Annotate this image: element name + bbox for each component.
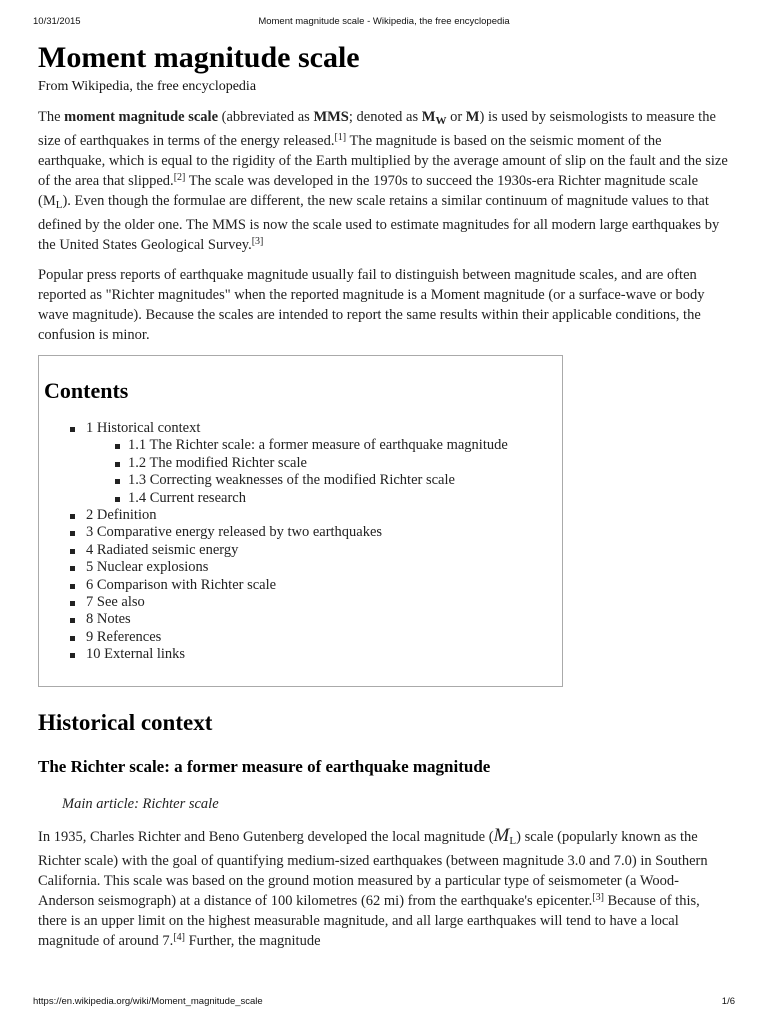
toc-item[interactable]: 1 Historical context — [44, 420, 562, 437]
history-paragraph: In 1935, Charles Richter and Beno Gutenberg developed the local magnitude $(M_L)$ scale (popularly known as the Richter scale) with the goal of quantifying medium-sized earthquakes (between magnitude 3.0 and 7.0) in Southern California. This scale was based on the ground motion measured by a particular type of seismometer (a Wood-Anderson seismograph) at a distance of 100 kilometres (62 mi) from the earthquake's epicenter.[3] Because of this, there is an upper limit on the highest measurable magnitude, and all large earthquakes will tend to have a local magnitude of around 7.[4] Further, the magnitude — [38, 824, 708, 949]
citation-link[interactable]: [1] — [334, 132, 347, 143]
symbol-mw: $M_W$ — [421, 109, 447, 127]
press-paragraph: Popular press reports of earthquake magnitude usually fail to distinguish between magnitude scales, and are often reported as "Richter magnitudes" when the reported magnitude is a Moment magnitude (or a surface-wave or body wave magnitude). Because the scales are intended to report the same results within their applicable conditions, the confusion is minor. — [38, 267, 705, 343]
toc-item[interactable]: 6 Comparison with Richter scale — [44, 577, 562, 594]
toc-item[interactable]: 9 References — [44, 629, 562, 646]
toc-item[interactable]: 7 See also — [44, 594, 562, 611]
article-content — [38, 38, 732, 961]
page-number: 1/6 — [721, 996, 735, 1007]
citation-link[interactable]: [4] — [173, 931, 185, 943]
table-of-contents — [38, 355, 563, 687]
page-title: Moment magnitude scale — [38, 41, 360, 74]
print-date: 10/31/2015 — [33, 16, 81, 27]
toc-item[interactable]: 4 Radiated seismic energy — [44, 542, 562, 559]
tagline: From Wikipedia, the free encyclopedia — [38, 79, 257, 94]
citation-link[interactable]: [3] — [251, 236, 264, 247]
toc-item[interactable]: 2 Definition — [44, 507, 562, 524]
print-footer — [33, 996, 735, 1010]
section-heading: Historical context — [38, 709, 213, 735]
toc-item[interactable]: 1.2 The modified Richter scale — [44, 455, 562, 472]
intro-paragraph: The moment magnitude scale (abbreviated as MMS; denoted as $M_W$ or M) is used by seismologists to measure the size of earthquakes in terms of the energy released.[1] The magnitude is based on the seismic moment of the earthquake, which is equal to the rigidity of the Earth multiplied by the average amount of slip on the fault and the size of the area that slipped.[2] The scale was developed in the 1970s to succeed the 1930s-era Richter magnitude scale $(M_L)$. Even though the formulae are different, the new scale retains a similar continuum of magnitude values to that defined by the older one. The MMS is now the scale used to estimate magnitudes for all modern large earthquakes by the United States Geological Survey.[3] — [38, 109, 728, 253]
symbol-m: M — [465, 109, 480, 125]
toc-item[interactable]: 1.1 The Richter scale: a former measure of earthquake magnitude — [44, 437, 562, 454]
print-header — [33, 16, 735, 30]
toc-item[interactable]: 3 Comparative energy released by two earthquakes — [44, 524, 562, 541]
toc-list — [44, 420, 562, 664]
abbr-mms: MMS — [313, 109, 349, 125]
toc-heading: Contents — [44, 378, 129, 403]
bold-term: moment magnitude scale — [64, 109, 219, 125]
toc-item[interactable]: 1.3 Correcting weaknesses of the modified Richter scale — [44, 472, 562, 489]
main-article-hatnote[interactable]: Main article: Richter scale — [62, 795, 219, 812]
toc-item[interactable]: 1.4 Current research — [44, 490, 562, 507]
toc-item[interactable]: 10 External links — [44, 646, 562, 663]
subsection-heading: The Richter scale: a former measure of earthquake magnitude — [38, 756, 491, 776]
toc-item[interactable]: 5 Nuclear explosions — [44, 559, 562, 576]
toc-item[interactable]: 8 Notes — [44, 611, 562, 628]
print-doc-title: Moment magnitude scale - Wikipedia, the free encyclopedia — [258, 16, 510, 27]
citation-link[interactable]: [3] — [592, 891, 604, 903]
citation-link[interactable]: [2] — [173, 172, 186, 183]
symbol-ml: $M_L$ — [493, 824, 517, 847]
print-url: https://en.wikipedia.org/wiki/Moment_magnitude_scale — [33, 996, 263, 1007]
